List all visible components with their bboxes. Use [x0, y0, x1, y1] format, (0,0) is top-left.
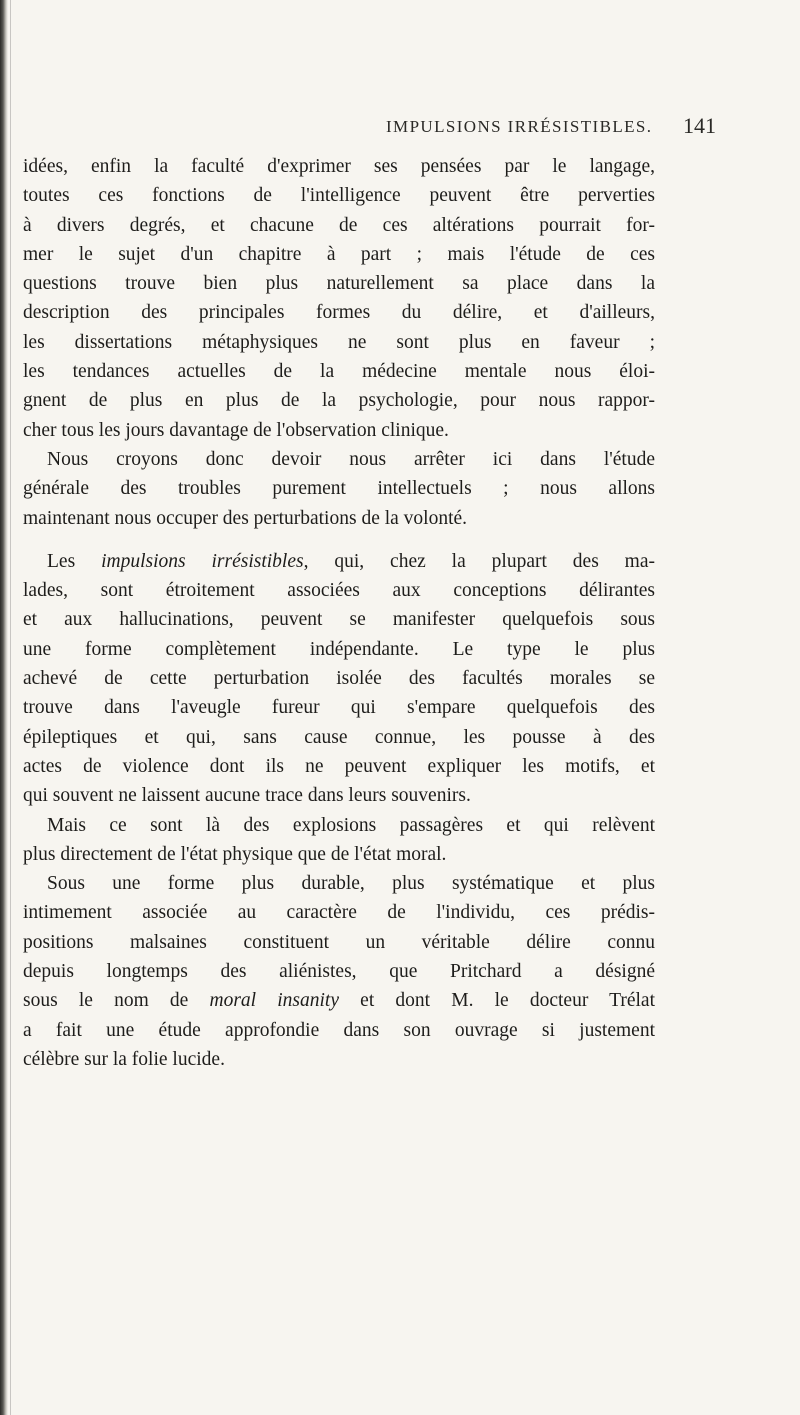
text-line: les dissertations métaphysiques ne sont plus en faveur ;: [23, 331, 655, 353]
text-segment: sous le nom de: [23, 990, 210, 1012]
text-line: célèbre sur la folie lucide.: [23, 1048, 225, 1070]
body-text: [23, 152, 655, 1074]
text-line: Sous une forme plus durable, plus systématique et plus: [47, 873, 655, 895]
text-line: une forme complètement indépendante. Le type le plus: [23, 638, 655, 660]
text-line: Nous croyons donc devoir nous arrêter ici dans l'étude: [47, 448, 655, 470]
text-line: maintenant nous occuper des perturbations de la volonté.: [23, 507, 468, 529]
text-line: positions malsaines constituent un véritable délire connu: [23, 931, 655, 953]
binding-shadow: [0, 0, 8, 1415]
text-line-with-italic: [23, 547, 655, 576]
text-line: depuis longtemps des aliénistes, que Pritchard a désigné: [23, 961, 655, 983]
page-number: 141: [683, 113, 716, 138]
text-line: questions trouve bien plus naturellement sa place dans la: [23, 273, 655, 295]
text-line: description des principales formes du délire, et d'ailleurs,: [23, 302, 655, 324]
text-line: cher tous les jours davantage de l'observation clinique.: [23, 419, 449, 441]
text-segment: , qui, chez la plupart des ma-: [303, 550, 656, 572]
text-line: et aux hallucinations, peuvent se manifester quelquefois sous: [23, 609, 655, 631]
text-line: lades, sont étroitement associées aux conceptions délirantes: [23, 580, 655, 602]
paragraph-gap: [23, 533, 655, 547]
text-line: mer le sujet d'un chapitre à part ; mais l'étude de ces: [23, 243, 655, 265]
text-line: les tendances actuelles de la médecine mentale nous éloi-: [23, 361, 655, 383]
text-line: achevé de cette perturbation isolée des facultés morales se: [23, 668, 655, 690]
text-line: gnent de plus en plus de la psychologie, pour nous rappor-: [23, 390, 655, 412]
text-line: a fait une étude approfondie dans son ouvrage si justement: [23, 1019, 655, 1041]
text-line: qui souvent ne laissent aucune trace dans leurs souvenirs.: [23, 785, 471, 807]
text-line: plus directement de l'état physique que de l'état moral.: [23, 843, 447, 865]
text-line: intimement associée au caractère de l'individu, ces prédis-: [23, 902, 655, 924]
text-line: Mais ce sont là des explosions passagères et qui relèvent: [47, 814, 655, 836]
text-segment: et dont M. le docteur Trélat: [339, 990, 655, 1012]
binding-edge: [10, 0, 11, 1415]
text-line: actes de violence dont ils ne peuvent expliquer les motifs, et: [23, 755, 655, 777]
text-line: trouve dans l'aveugle fureur qui s'empare quelquefois des: [23, 697, 655, 719]
running-title: IMPULSIONS IRRÉSISTIBLES.: [386, 117, 653, 136]
text-line: à divers degrés, et chacune de ces altérations pourrait for-: [23, 214, 655, 236]
text-line: épileptiques et qui, sans cause connue, les pousse à des: [23, 726, 655, 748]
text-line: toutes ces fonctions de l'intelligence peuvent être perverties: [23, 185, 655, 207]
italic-term: impulsions irrésistibles: [101, 550, 304, 572]
text-segment: Les: [47, 550, 102, 572]
text-line: générale des troubles purement intellectuels ; nous allons: [23, 478, 655, 500]
italic-term: moral insanity: [209, 990, 339, 1012]
text-line: idées, enfin la faculté d'exprimer ses pensées par le langage,: [23, 156, 655, 177]
text-line-with-italic: [23, 986, 655, 1015]
